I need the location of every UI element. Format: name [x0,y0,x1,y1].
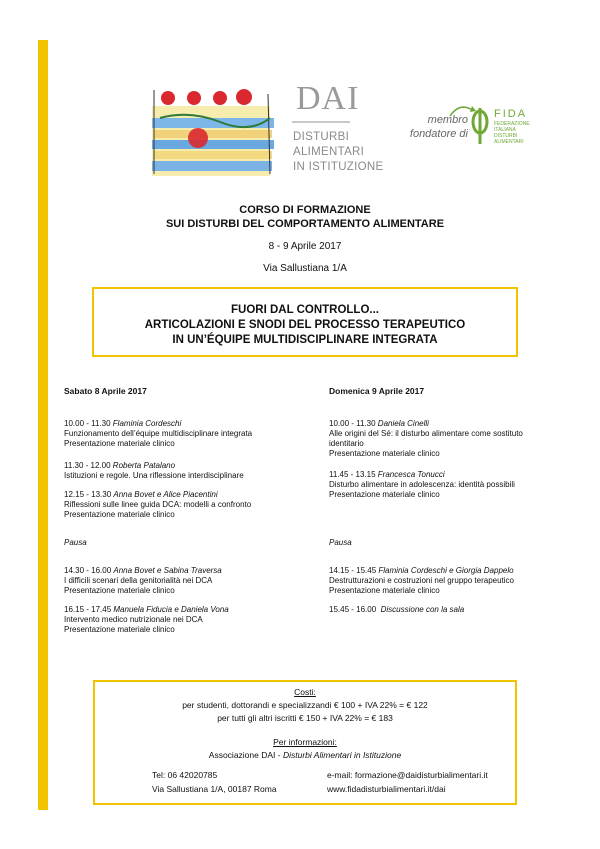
session-speaker: Anna Bovet e Alice Piacentini [113,490,218,499]
association [95,750,515,761]
session [329,566,569,596]
fida-sub-line: ITALIANA [494,127,516,133]
session-line: Funzionamento dell’équipe multidisciplinare integrata [64,429,253,438]
pausa-label: Pausa [64,538,87,547]
email[interactable]: e-mail: formazione@daidisturbialimentari.it [327,770,488,780]
session-line: Alle origini del Sé: il disturbo alimentare come sostituto [329,429,523,438]
session-time: 11.30 - 12.00 [64,461,111,470]
course-address: Via Sallustiana 1/A [263,263,347,274]
session-time: 12.15 - 13.30 [64,490,112,499]
course-line-1: CORSO DI FORMAZIONE [239,204,371,216]
session [64,566,304,596]
contact-right [327,768,488,796]
session [329,470,569,500]
session-time: 16.15 - 17.45 [64,605,112,614]
session-line: Riflessioni sulle linee guida DCA: modelli a confronto [64,500,252,509]
street-address: Via Sallustiana 1/A, 00187 Roma [152,784,277,794]
session-line: I difficili scenari della genitorialità nei DCA [64,576,213,585]
contact-left [152,768,277,796]
title-line-2: ARTICOLAZIONI E SNODI DEL PROCESSO TERAPEUTICO [144,319,466,331]
session-line: Destrutturazioni e costruzioni nel gruppo terapeutico [329,576,514,585]
session-time: 14.30 - 16.00 [64,566,112,575]
session [64,605,304,635]
session-line: Presentazione materiale clinico [64,439,175,448]
session [64,419,304,449]
session-time: 14.15 - 15.45 [329,566,377,575]
session [64,461,304,481]
session-line: Presentazione materiale clinico [329,449,440,458]
association-prefix: Associazione DAI - [208,750,283,760]
dai-subtitle-line: IN ISTITUZIONE [293,161,384,173]
costi-label: Costi: [294,687,316,697]
session [64,490,304,520]
dai-acronym: DAI [296,80,360,117]
cost-others: per tutti gli altri iscritti € 150 + IVA 22% = € 183 [217,713,393,723]
fida-name: FIDA [494,108,528,120]
fida-sub-line: DISTURBI [494,133,518,139]
session-line: Presentazione materiale clinico [329,490,440,499]
session-speaker: Manuela Fiducia e Daniela Vona [113,605,229,614]
day2-heading: Domenica 9 Aprile 2017 [329,386,425,396]
title-line-3: IN UN’ÉQUIPE MULTIDISCIPLINARE INTEGRATA [172,334,438,346]
session-time: 10.00 - 11.30 [64,419,111,428]
course-line-2: SUI DISTURBI DEL COMPORTAMENTO ALIMENTARE [165,218,445,230]
session [329,605,569,615]
session-line: Presentazione materiale clinico [64,510,175,519]
phone: Tel: 06 42020785 [152,770,218,780]
session-line: Disturbo alimentare in adolescenza: identità possibili [329,480,515,489]
dai-subtitle-line: ALIMENTARI [293,146,365,158]
session-time: 15.45 - 16.00 [329,605,377,614]
session-speaker: Flaminia Cordeschi [112,419,182,428]
membro-line: fondatore di [409,128,468,140]
session-time: 11.45 - 13.15 [329,470,376,479]
course-dates: 8 - 9 Aprile 2017 [268,241,342,252]
session-speaker: Anna Bovet e Sabina Traversa [113,566,222,575]
session-speaker: Discussione con la sala [380,605,465,614]
session-speaker: Flaminia Cordeschi e Giorgia Dappelo [378,566,514,575]
session-speaker: Francesca Tonucci [377,470,445,479]
yellow-side-bar [38,40,48,810]
association-name: Disturbi Alimentari in Istituzione [282,750,402,760]
session-line: Presentazione materiale clinico [64,625,175,634]
membro-line: membro [427,114,468,126]
dai-subtitle-line: DISTURBI [293,131,350,143]
pausa-label: Pausa [329,538,352,547]
fida-sub-line: ALIMENTARI [494,139,524,145]
session-line: Intervento medico nutrizionale nei DCA [64,615,203,624]
session [329,419,569,459]
fida-sub-line: FEDERAZIONE [494,121,530,127]
info-label: Per informazioni: [273,737,337,747]
session-line: identitario [329,439,364,448]
session-line: Presentazione materiale clinico [64,586,175,595]
session-line: Presentazione materiale clinico [329,586,440,595]
session-speaker: Roberta Patalano [112,461,176,470]
session-speaker: Daniela Cinelli [377,419,429,428]
website[interactable]: www.fidadisturbialimentari.it/dai [327,784,446,794]
day1-heading: Sabato 8 Aprile 2017 [64,386,147,396]
cost-students: per studenti, dottorandi e specializzandi € 100 + IVA 22% = € 122 [182,700,428,710]
title-line-1: FUORI DAL CONTROLLO... [230,304,379,316]
session-line: Istituzioni e regole. Una riflessione interdisciplinare [64,471,244,480]
session-time: 10.00 - 11.30 [329,419,376,428]
